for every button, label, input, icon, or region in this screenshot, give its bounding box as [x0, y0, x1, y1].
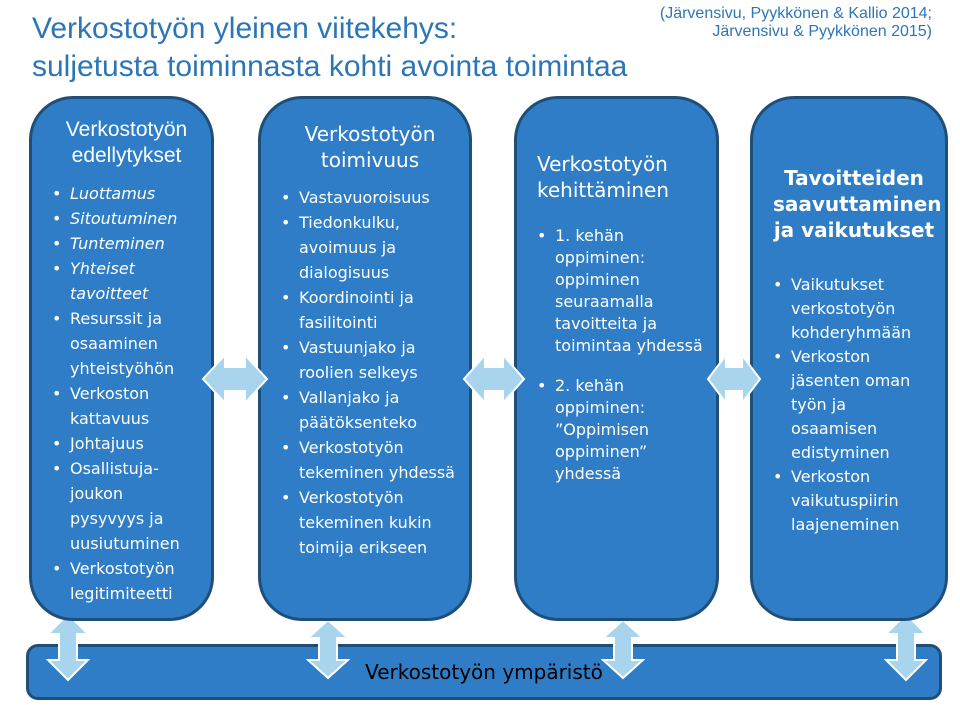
horizontal-double-arrow-icon: [706, 352, 762, 406]
horizontal-double-arrow-icon: [201, 352, 269, 406]
vertical-double-arrow-icon: [306, 618, 350, 680]
box-title-line: Verkostotyön: [65, 118, 188, 141]
box-goals-and-impacts: [750, 96, 948, 621]
source-line-2: Järvensivu & Pyykkönen 2015): [712, 23, 932, 40]
list-item: • Osallistuja-joukon pysyvyys ja uusiutuminen: [52, 456, 201, 556]
environment-bar: [26, 644, 942, 700]
list-item: • Vaikutukset verkostotyön kohderyhmään: [773, 273, 935, 345]
list-item: • Sitoutuminen: [52, 206, 201, 231]
box-title-line: edellytykset: [71, 144, 182, 167]
list-item: • Verkostotyön tekeminen kukin toimija erikseen: [281, 485, 459, 560]
page-title: [32, 10, 627, 86]
horizontal-double-arrow-icon: [462, 352, 526, 406]
box-title-line: Verkostotyön: [537, 152, 668, 176]
list-item: • Verkostotyön legitimiteetti: [52, 556, 201, 606]
list-item: • 2. kehän oppiminen: ”Oppimisen oppiminen” yhdessä: [537, 375, 706, 485]
box-title: [773, 165, 942, 243]
vertical-double-arrow-icon: [46, 612, 90, 682]
box-title-line: Verkostotyön: [304, 122, 436, 146]
bullet-list: [52, 181, 201, 606]
list-item: • Koordinointi ja fasilitointi: [281, 285, 459, 335]
bullet-list: [773, 273, 935, 537]
list-item: • Verkoston kattavuus: [52, 381, 201, 431]
list-item: • Luottamus: [52, 181, 201, 206]
title-line-2: suljetusta toiminnasta kohti avointa toimintaa: [32, 50, 628, 83]
environment-label: Verkostotyön ympäristö: [365, 660, 603, 684]
box-title: [52, 117, 201, 169]
box-title: [281, 121, 459, 173]
source-citation: [572, 5, 932, 41]
vertical-double-arrow-icon: [601, 618, 645, 680]
list-item: • Tiedonkulku, avoimuus ja dialogisuus: [281, 210, 459, 285]
bullet-list: [537, 225, 706, 485]
list-item: • Resurssit ja osaaminen yhteistyöhön: [52, 306, 201, 381]
source-line-1: (Järvensivu, Pyykkönen & Kallio 2014;: [659, 5, 932, 22]
box-title-line: toimivuus: [320, 148, 420, 172]
box-development: [514, 96, 719, 621]
list-item: • Johtajuus: [52, 431, 201, 456]
list-item: • Vallanjako ja päätöksenteko: [281, 385, 459, 435]
box-title-line: Tavoitteiden: [784, 166, 924, 190]
bullet-list: [281, 185, 459, 560]
list-item: • 1. kehän oppiminen: oppiminen seuraamalla tavoitteita ja toimintaa yhdessä: [537, 225, 706, 357]
list-item: • Vastavuoroisuus: [281, 185, 459, 210]
list-item: • Tunteminen: [52, 231, 201, 256]
list-item: • Verkostotyön tekeminen yhdessä: [281, 435, 459, 485]
vertical-double-arrow-icon: [884, 612, 928, 682]
box-title-line: saavuttaminen: [773, 192, 942, 216]
box-prerequisites: [29, 96, 214, 621]
list-item: • Verkoston jäsenten oman työn ja osaamisen edistyminen: [773, 345, 935, 465]
list-item: • Verkoston vaikutuspiirin laajeneminen: [773, 465, 935, 537]
box-title: [537, 151, 706, 203]
box-functionality: [258, 96, 472, 621]
box-title-line: ja vaikutukset: [773, 218, 935, 242]
list-item: • Yhteiset tavoitteet: [52, 256, 201, 306]
list-item: • Vastuunjako ja roolien selkeys: [281, 335, 459, 385]
title-line-1: Verkostotyön yleinen viitekehys:: [32, 12, 458, 45]
box-title-line: kehittäminen: [537, 178, 670, 202]
